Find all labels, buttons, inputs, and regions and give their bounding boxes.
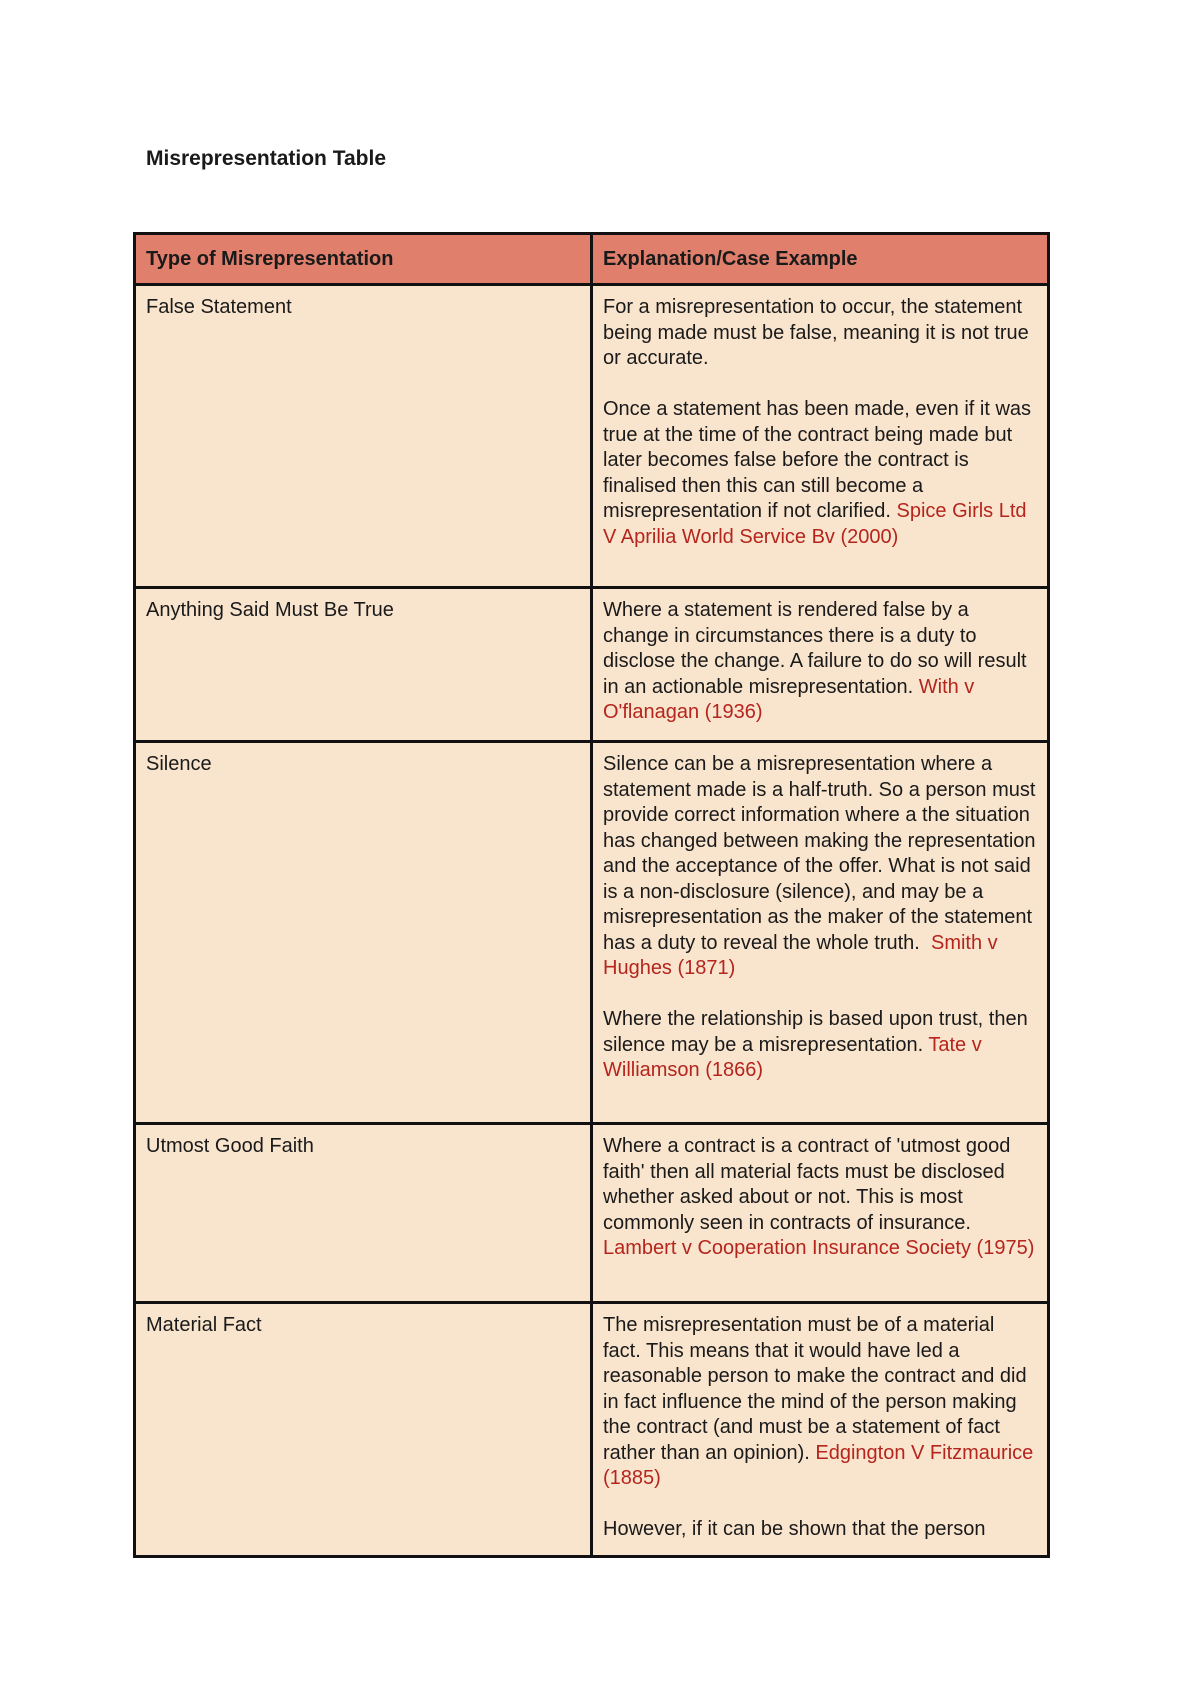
- case-citation: Smith v Hughes (1871): [603, 931, 998, 979]
- type-cell: Silence: [135, 742, 592, 1124]
- explanation-paragraph: However, if it can be shown that the person: [603, 1518, 986, 1540]
- type-cell: False Statement: [135, 285, 592, 588]
- misrepresentation-table: [133, 232, 1050, 1558]
- header-type: Type of Misrepresentation: [135, 234, 592, 285]
- table-row: [135, 588, 1049, 742]
- explanation-text: The misrepresentation must be of a material fact. This means that it would have led a reasonable person to make the contract and did in fact influence the mind of the person making the contract (and must be a statement of fact rather than an opinion).: [603, 1314, 1027, 1464]
- table-row: [135, 1303, 1049, 1557]
- explanation-paragraph: [603, 598, 1037, 726]
- explanation-cell: [592, 742, 1049, 1124]
- explanation-text: Silence can be a misrepresentation where a statement made is a half-truth. So a person must provide correct information where a the situation has changed between making the representation and the acceptance of the offer. What is not said is a non-disclosure (silence), and may be a misrepresentation as the maker of the statement has a duty to reveal the whole truth.: [603, 753, 1036, 954]
- table-row: [135, 285, 1049, 588]
- explanation-text: Where the relationship is based upon trust, then silence may be a misrepresentation.: [603, 1008, 1028, 1056]
- explanation-paragraph: [603, 1134, 1037, 1262]
- header-explanation: Explanation/Case Example: [592, 234, 1049, 285]
- type-cell: Material Fact: [135, 1303, 592, 1557]
- explanation-cell: [592, 1124, 1049, 1303]
- case-citation: With v O'flanagan (1936): [603, 675, 975, 723]
- explanation-cell: [592, 285, 1049, 588]
- explanation-paragraph: [603, 1313, 1037, 1492]
- type-cell: Utmost Good Faith: [135, 1124, 592, 1303]
- explanation-text: Where a contract is a contract of 'utmost good faith' then all material facts must be disclosed whether asked about or not. This is most commonly seen in contracts of insurance.: [603, 1135, 1011, 1234]
- case-citation: Edgington V Fitzmaurice (1885): [603, 1441, 1034, 1489]
- explanation-cell: [592, 1303, 1049, 1557]
- type-cell: Anything Said Must Be True: [135, 588, 592, 742]
- case-citation: Lambert v Cooperation Insurance Society (1975): [603, 1237, 1035, 1259]
- explanation-paragraph: [603, 752, 1037, 982]
- case-citation: Spice Girls Ltd V Aprilia World Service Bv (2000): [603, 500, 1027, 548]
- explanation-text: Where a statement is rendered false by a change in circumstances there is a duty to disclose the change. A failure to do so will result in an actionable misrepresentation.: [603, 599, 1027, 698]
- table-row: [135, 1124, 1049, 1303]
- document-title: Misrepresentation Table: [146, 147, 387, 170]
- table-row: [135, 742, 1049, 1124]
- explanation-cell: [592, 588, 1049, 742]
- table-header-row: [135, 234, 1049, 285]
- explanation-paragraph: [603, 1007, 1037, 1084]
- explanation-text: Once a statement has been made, even if it was true at the time of the contract being made but later becomes false before the contract is finalised then this can still become a misrepresentation if not clarified.: [603, 398, 1032, 522]
- case-citation: Tate v Williamson (1866): [603, 1033, 982, 1081]
- explanation-paragraph: [603, 397, 1037, 550]
- explanation-paragraph: For a misrepresentation to occur, the statement being made must be false, meaning it is not true or accurate.: [603, 296, 1029, 369]
